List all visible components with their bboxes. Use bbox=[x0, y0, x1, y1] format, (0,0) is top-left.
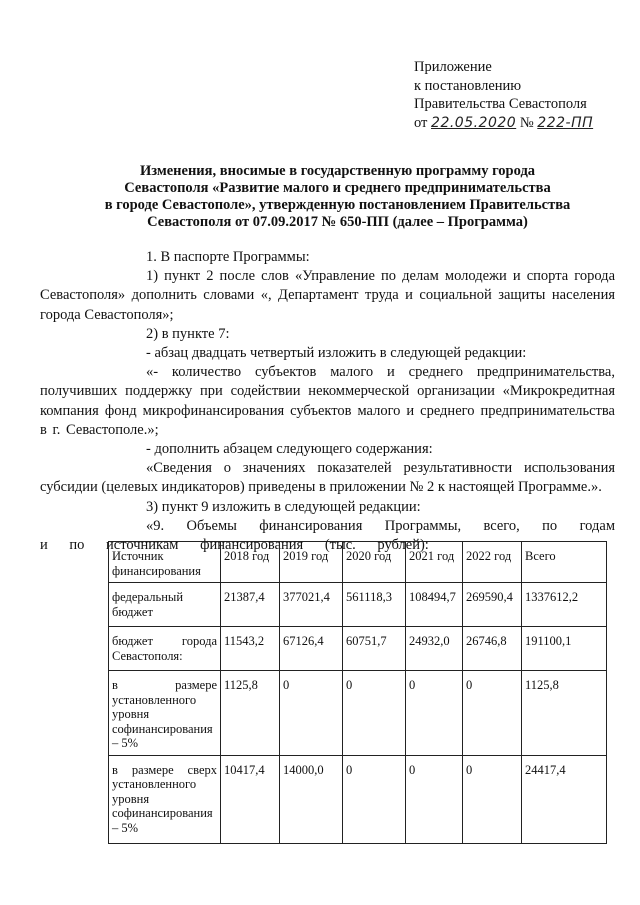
table-cell: 108494,7 bbox=[406, 583, 463, 627]
paragraph-8: 3) пункт 9 изложить в следующей редакции: bbox=[146, 498, 421, 515]
title-line-2: Севастополя «Развитие малого и среднего предпринимательства bbox=[124, 180, 551, 196]
paragraph-1: 1. В паспорте Программы: bbox=[146, 249, 310, 265]
row-label-federal: федеральный бюджет bbox=[109, 583, 221, 627]
table-cell: 24417,4 bbox=[522, 755, 607, 843]
appendix-block bbox=[414, 58, 593, 132]
table-cell: 269590,4 bbox=[463, 583, 522, 627]
table-cell: 10417,4 bbox=[221, 755, 280, 843]
paragraph-2: 1) пункт 2 после слов «Управление по делам молодежи и спорта города Севастополя» дополнить словами «, Департамент труда и социальной защиты населения города Севастополя»; bbox=[40, 268, 615, 323]
header-cell-source: Источник финансирования bbox=[109, 542, 221, 583]
table-cell: 0 bbox=[406, 755, 463, 843]
appendix-date-line bbox=[414, 114, 593, 133]
table-row bbox=[109, 755, 607, 843]
table-cell: 1125,8 bbox=[221, 671, 280, 756]
document-body bbox=[40, 248, 615, 555]
title-line-4: Севастополя от 07.09.2017 № 650-ПП (далее – Программа) bbox=[147, 214, 528, 230]
handwritten-date: 22.05.2020 bbox=[431, 114, 517, 131]
table-row bbox=[109, 583, 607, 627]
paragraph-9: «9. Объемы финансирования Программы, всего, по годам и по источникам финансирования (тыс. рублей): bbox=[40, 517, 615, 554]
table-cell: 1125,8 bbox=[522, 671, 607, 756]
row-label-above-cofinancing: в размере сверх установленного уровня софинансирования – 5% bbox=[109, 755, 221, 843]
table-cell: 0 bbox=[343, 755, 406, 843]
document-title bbox=[60, 163, 615, 231]
row-label-text: бюджет города Севастополя: bbox=[112, 634, 217, 663]
table-cell: 11543,2 bbox=[221, 627, 280, 671]
header-cell-total: Всего bbox=[522, 542, 607, 583]
header-cell-2019: 2019 год bbox=[280, 542, 343, 583]
table-row bbox=[109, 671, 607, 756]
header-cell-2018: 2018 год bbox=[221, 542, 280, 583]
paragraph-6: - дополнить абзацем следующего содержания: bbox=[146, 441, 433, 458]
table-cell: 67126,4 bbox=[280, 627, 343, 671]
paragraph-3: 2) в пункте 7: bbox=[146, 325, 230, 342]
appendix-line-1: Приложение bbox=[414, 59, 492, 75]
header-cell-2020: 2020 год bbox=[343, 542, 406, 583]
number-label: № bbox=[519, 114, 534, 131]
appendix-line-3: Правительства Севастополя bbox=[414, 96, 587, 112]
row-label-cofinancing: в размере установленного уровня софинансирования – 5% bbox=[109, 671, 221, 756]
table-header-row bbox=[109, 542, 607, 583]
financing-table bbox=[108, 541, 607, 844]
header-cell-2021: 2021 год bbox=[406, 542, 463, 583]
table-row bbox=[109, 627, 607, 671]
row-label-city-budget bbox=[109, 627, 221, 671]
title-line-1: Изменения, вносимые в государственную программу города bbox=[139, 163, 536, 179]
table-cell: 21387,4 bbox=[221, 583, 280, 627]
table-cell: 191100,1 bbox=[522, 627, 607, 671]
header-cell-2022: 2022 год bbox=[463, 542, 522, 583]
table-cell: 26746,8 bbox=[463, 627, 522, 671]
title-line-3: в городе Севастополе», утвержденную постановлением Правительства bbox=[104, 197, 571, 213]
paragraph-7: «Сведения о значениях показателей результативности использования субсидии (целевых индикаторов) приведены в приложении № 2 к настоящей Программе.». bbox=[40, 460, 615, 496]
handwritten-number: 222-ПП bbox=[537, 114, 594, 131]
table-cell: 24932,0 bbox=[406, 627, 463, 671]
table-cell: 0 bbox=[406, 671, 463, 756]
table-cell: 0 bbox=[463, 671, 522, 756]
appendix-line-2: к постановлению bbox=[414, 77, 522, 94]
table-cell: 377021,4 bbox=[280, 583, 343, 627]
from-label: от bbox=[414, 114, 428, 131]
table-cell: 14000,0 bbox=[280, 755, 343, 843]
table-cell: 561118,3 bbox=[343, 583, 406, 627]
paragraph-4: - абзац двадцать четвертый изложить в следующей редакции: bbox=[146, 345, 527, 362]
paragraph-5: «- количество субъектов малого и среднего предпринимательства, получивших поддержку при содействии некоммерческой организации «Микрокредитная компания фонд микрофинансирования субъектов малого и среднего предпринимательства в г. Севастополе.»; bbox=[40, 364, 615, 438]
table-cell: 1337612,2 bbox=[522, 583, 607, 627]
table-cell: 0 bbox=[343, 671, 406, 756]
table-cell: 60751,7 bbox=[343, 627, 406, 671]
table-cell: 0 bbox=[280, 671, 343, 756]
table-cell: 0 bbox=[463, 755, 522, 843]
